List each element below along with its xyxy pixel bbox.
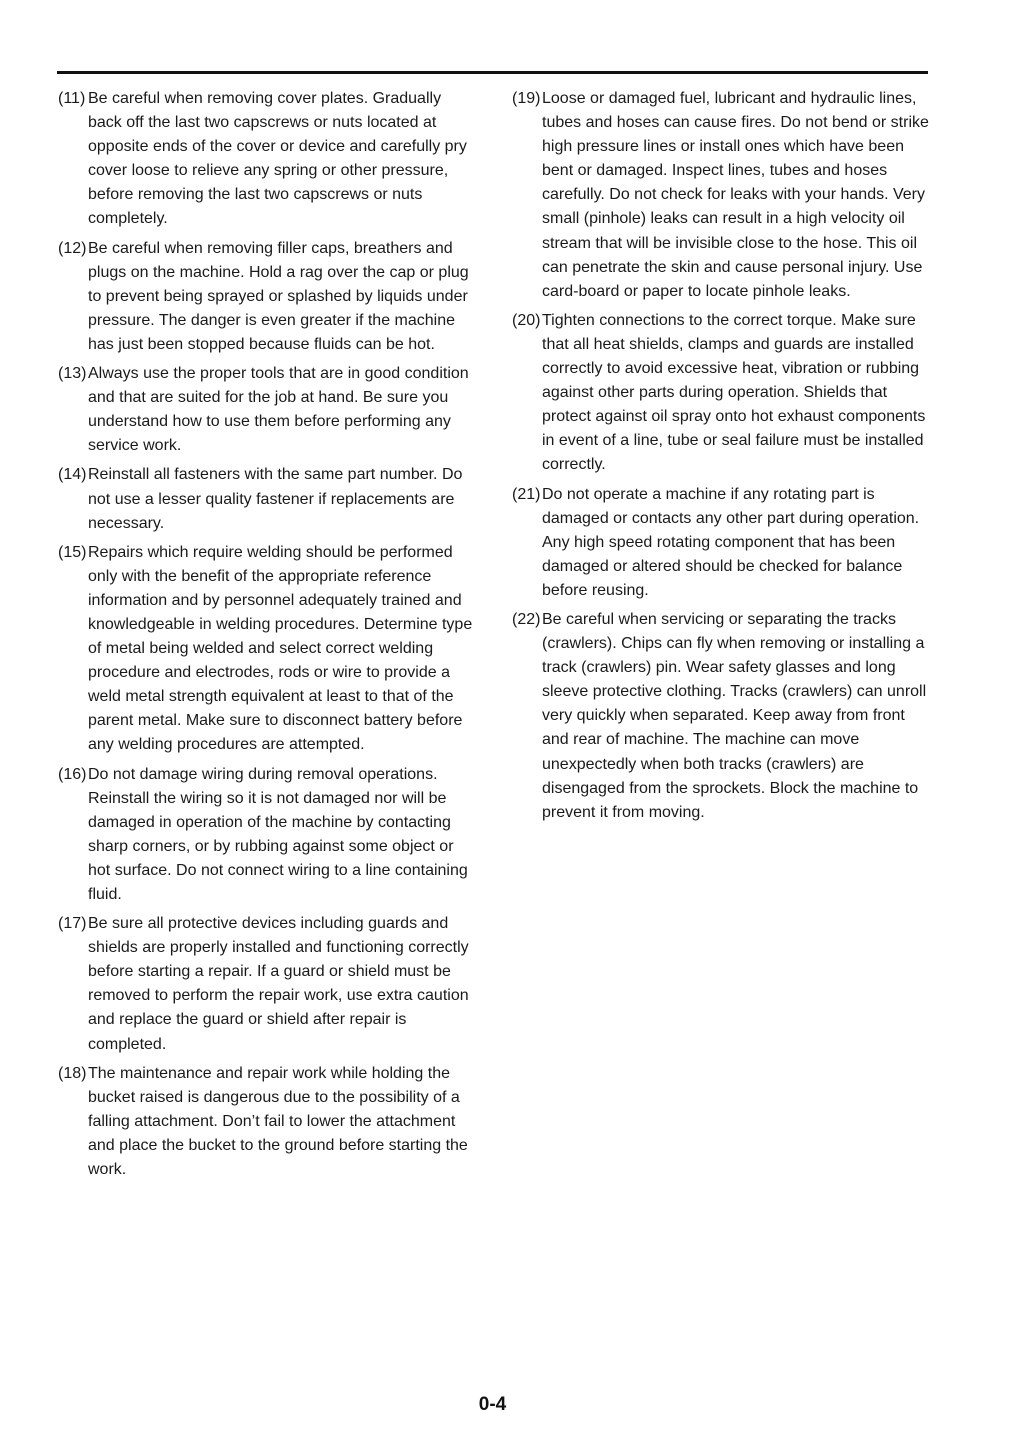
item-text: Be sure all protective devices including guards and shields are properly installed and functioning correctly before starting a repair. If a guard or shield must be removed to perform the repair work, use extra caution and replace the guard or shield after repair is completed. — [88, 915, 469, 1053]
left-column — [58, 87, 476, 1187]
item-text: Reinstall all fasteners with the same part number. Do not use a lesser quality fastener if replacements are necessary. — [88, 466, 463, 532]
item-number: (22) — [512, 610, 541, 628]
item-number: (18) — [58, 1064, 87, 1082]
page-number: 0-4 — [478, 1394, 507, 1415]
item-text: The maintenance and repair work while holding the bucket raised is dangerous due to the possibility of a falling attachment. Don’t fail to lower the attachment and place the bucket to the ground before starting the work. — [88, 1064, 468, 1179]
item-number: (14) — [58, 466, 87, 484]
header-rule — [57, 71, 928, 74]
list-item — [58, 763, 476, 908]
item-number: (13) — [58, 365, 87, 383]
item-number: (21) — [512, 485, 541, 503]
list-item — [58, 463, 476, 535]
item-number: (11) — [58, 90, 86, 107]
list-item — [512, 87, 930, 304]
list-item — [58, 912, 476, 1057]
list-item — [58, 87, 476, 232]
item-text: Be careful when removing filler caps, breathers and plugs on the machine. Hold a rag over the cap or plug to prevent being sprayed or splashed by liquids under pressure. The danger is even greater if the machine has just been stopped because fluids can be hot. — [88, 239, 469, 353]
item-text: Do not operate a machine if any rotating part is damaged or contacts any other part during operation. Any high speed rotating component that has been damaged or altered should be checked for balance before reusing. — [542, 485, 920, 599]
item-text: Be careful when removing cover plates. Gradually back off the last two capscrews or nuts located at opposite ends of the cover or device and carefully pry cover loose to relieve any spring or other pressure, before removing the last two capscrews or nuts completely. — [88, 90, 467, 228]
item-number: (17) — [58, 915, 87, 933]
list-item — [512, 309, 930, 478]
list-item — [58, 1062, 476, 1182]
item-text: Do not damage wiring during removal operations. Reinstall the wiring so it is not damaged nor will be damaged in operation of the machine by contacting sharp corners, or by rubbing against some object or hot surface. Do not connect wiring to a line containing fluid. — [88, 765, 468, 903]
item-number: (20) — [512, 311, 541, 329]
item-text: Repairs which require welding should be performed only with the benefit of the appropriate reference information and by personnel adequately trained and knowledgeable in welding procedures. Determine type of metal being welded and select correct welding procedure and electrodes, rods or wire to provide a weld metal strength equivalent at least to that of the parent metal. Make sure to disconnect battery before any welding procedures are attempted. — [88, 543, 473, 754]
list-item — [512, 608, 930, 825]
item-text: Loose or damaged fuel, lubricant and hydraulic lines, tubes and hoses can cause fires. Do not bend or strike high pressure lines or install ones which have been bent or damaged. Inspect lines, tubes and hoses carefully. Do not check for leaks with your hands. Very small (pinhole) leaks can result in a high velocity oil stream that will be invisible close to the hose. This oil can penetrate the skin and cause personal injury. Use card-board or paper to locate pinhole leaks. — [542, 90, 929, 300]
item-number: (15) — [58, 543, 87, 561]
item-number: (16) — [58, 765, 87, 783]
item-text: Always use the proper tools that are in good condition and that are suited for the job at hand. Be sure you understand how to use them before performing any service work. — [88, 365, 469, 455]
list-item — [512, 483, 930, 603]
right-column — [512, 87, 930, 830]
list-item — [58, 362, 476, 458]
list-item — [58, 237, 476, 357]
list-item — [58, 541, 476, 758]
item-text: Be careful when servicing or separating the tracks (crawlers). Chips can fly when removing or installing a track (crawlers) pin. Wear safety glasses and long sleeve protective clothing. Tracks (crawlers) can unroll very quickly when separated. Keep away from front and rear of machine. The machine can move unexpectedly when both tracks (crawlers) are disengaged from the sprockets. Block the machine to prevent it from moving. — [542, 610, 927, 821]
item-number: (19) — [512, 90, 541, 107]
item-number: (12) — [58, 239, 87, 257]
item-text: Tighten connections to the correct torque. Make sure that all heat shields, clamps and guards are installed correctly to avoid excessive heat, vibration or rubbing against other parts during operation. Shields that protect against oil spray onto hot exhaust components in event of a line, tube or seal failure must be installed correctly. — [542, 311, 926, 474]
